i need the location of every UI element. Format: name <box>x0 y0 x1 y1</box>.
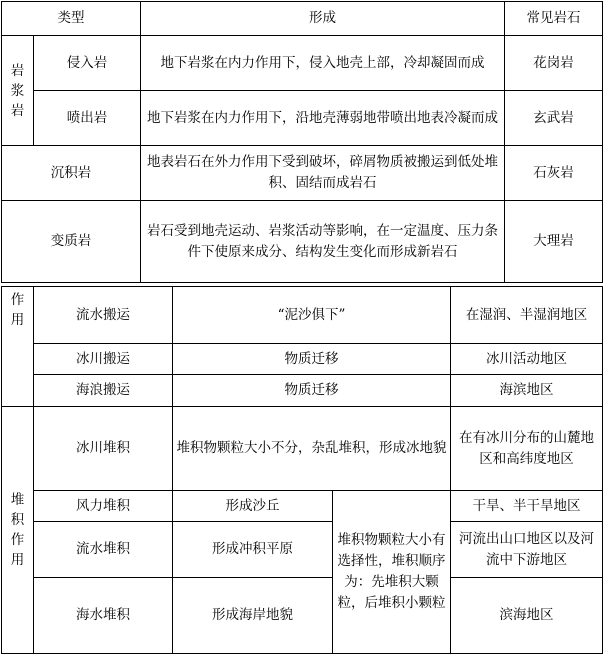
label-char: 作 <box>10 292 25 308</box>
label-char: 浆 <box>10 82 25 99</box>
glacier-deposition-feature: 堆积物颗粒大小不分，杂乱堆积，形成冰地貌 <box>173 407 451 491</box>
intrusive-row <box>2 36 603 91</box>
deposition-label <box>2 407 34 654</box>
glacier-deposition-name: 冰川堆积 <box>34 407 173 491</box>
transport-feature: 物质迁移 <box>173 344 451 375</box>
water-deposition-row <box>2 522 603 578</box>
sea-deposition-row <box>2 578 603 654</box>
transport-label <box>2 287 34 407</box>
sedimentary-rock: 石灰岩 <box>505 146 603 201</box>
label-char: 作 <box>10 532 25 548</box>
glacier-deposition-region: 在有冰川分布的山麓地区和高纬度地区 <box>451 407 603 491</box>
sedimentary-name: 沉积岩 <box>2 146 141 201</box>
transport-name: 海浪搬运 <box>34 375 173 407</box>
sorting-note: 堆积物颗粒大小有选择性，堆积顺序为：先堆积大颗粒，后堆积小颗粒 <box>333 491 451 654</box>
label-char: 用 <box>10 312 25 328</box>
extrusive-formation: 地下岩浆在内力作用下，沿地壳薄弱地带喷出地表冷凝而成 <box>141 91 505 146</box>
glacier-transport-row <box>2 344 603 375</box>
label-char: 堆 <box>10 492 25 508</box>
wind-deposition-name: 风力堆积 <box>34 491 173 522</box>
header-type: 类型 <box>2 2 141 36</box>
transport-region: 海滨地区 <box>451 375 603 407</box>
transport-name: 流水搬运 <box>34 287 173 344</box>
glacier-deposition-row <box>2 407 603 491</box>
label-char: 积 <box>10 512 25 528</box>
water-deposition-region: 河流出山口地区以及河流中下游地区 <box>451 522 603 578</box>
wind-deposition-row <box>2 491 603 522</box>
intrusive-rock: 花岗岩 <box>505 36 603 91</box>
sea-deposition-region: 滨海地区 <box>451 578 603 654</box>
extrusive-row <box>2 91 603 146</box>
metamorphic-rock: 大理岩 <box>505 201 603 283</box>
metamorphic-formation: 岩石受到地壳运动、岩浆活动等影响，在一定温度、压力条件下使原来成分、结构发生变化而形成新岩石 <box>141 201 505 283</box>
header-row <box>2 2 603 36</box>
transport-region: 在湿润、半湿润地区 <box>451 287 603 344</box>
transport-region: 冰川活动地区 <box>451 344 603 375</box>
label-char: 岩 <box>10 62 25 79</box>
metamorphic-row <box>2 201 603 283</box>
external-forces-table <box>1 286 603 654</box>
label-char: 用 <box>10 552 25 568</box>
sea-deposition-name: 海水堆积 <box>34 578 173 654</box>
water-deposition-landform: 形成冲积平原 <box>173 522 333 578</box>
header-common-rock: 常见岩石 <box>505 2 603 36</box>
sea-deposition-landform: 形成海岸地貌 <box>173 578 333 654</box>
sedimentary-row <box>2 146 603 201</box>
water-transport-row <box>2 287 603 344</box>
label-char: 岩 <box>10 102 25 119</box>
rock-types-table <box>1 1 603 283</box>
transport-feature: 物质迁移 <box>173 375 451 407</box>
metamorphic-name: 变质岩 <box>2 201 141 283</box>
wind-deposition-region: 干旱、半干旱地区 <box>451 491 603 522</box>
intrusive-name: 侵入岩 <box>34 36 141 91</box>
extrusive-name: 喷出岩 <box>34 91 141 146</box>
wind-deposition-landform: 形成沙丘 <box>173 491 333 522</box>
transport-name: 冰川搬运 <box>34 344 173 375</box>
intrusive-formation: 地下岩浆在内力作用下，侵入地壳上部，冷却凝固而成 <box>141 36 505 91</box>
water-deposition-name: 流水堆积 <box>34 522 173 578</box>
wave-transport-row <box>2 375 603 407</box>
extrusive-rock: 玄武岩 <box>505 91 603 146</box>
magmatic-label <box>2 36 34 146</box>
transport-feature: “泥沙俱下” <box>173 287 451 344</box>
sedimentary-formation: 地表岩石在外力作用下受到破坏，碎屑物质被搬运到低处堆积、固结而成岩石 <box>141 146 505 201</box>
header-formation: 形成 <box>141 2 505 36</box>
